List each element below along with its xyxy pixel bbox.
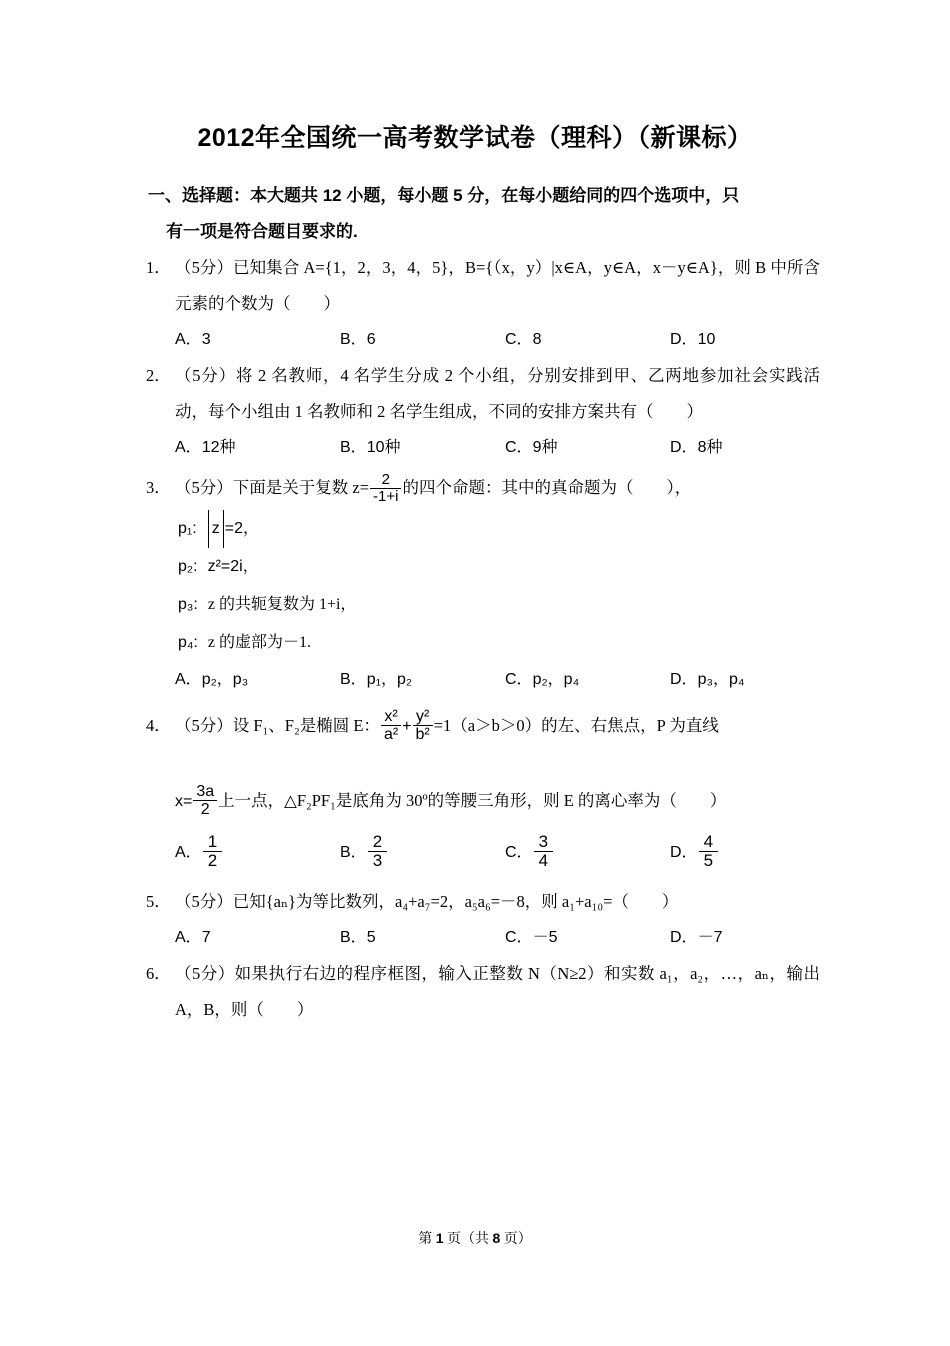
option-a-label: A． [175, 671, 202, 688]
question-6-score: （5分） [175, 964, 235, 983]
option-a-denominator: 2 [207, 851, 218, 871]
option-d[interactable] [670, 828, 835, 878]
question-5 [130, 884, 820, 920]
option-b-label: B． [340, 844, 367, 861]
option-a-unit: 种 [219, 439, 236, 456]
option-a-value: 3 [201, 331, 211, 348]
question-6-number: 6． [146, 964, 171, 983]
option-c-value: 9 [532, 439, 542, 456]
footer-total-pages: 8 [492, 1230, 501, 1246]
question-2-score: （5分） [175, 366, 236, 385]
option-b-label: B． [340, 439, 367, 456]
option-d-label: D． [670, 331, 698, 348]
proposition-p3-body: z 的共轭复数为 1+i， [207, 596, 357, 613]
option-a-label: A． [175, 331, 202, 348]
option-d-unit: 种 [706, 439, 723, 456]
option-c-label: C． [505, 671, 533, 688]
question-5-score: （5分） [175, 892, 233, 911]
option-b-label: B． [340, 671, 367, 688]
option-b-label: B． [340, 929, 367, 946]
option-c[interactable] [505, 322, 670, 358]
proposition-p4-label: p₄: [178, 634, 198, 651]
proposition-p4 [130, 624, 820, 662]
ellipse-term-x [381, 708, 401, 744]
option-a[interactable] [175, 662, 340, 698]
option-d-label: D． [670, 929, 698, 946]
question-4-text [130, 706, 820, 747]
option-b-numerator: 2 [368, 833, 387, 852]
question-4-options [130, 822, 820, 884]
question-4-line2 [130, 781, 820, 822]
question-2-options [130, 430, 820, 466]
option-d-label: D． [670, 439, 698, 456]
question-1-number: 1． [146, 258, 171, 277]
question-2-stem: 将 2 名教师，4 名学生分成 2 个小组，分别安排到甲、乙两地参加社会实践活动，每个小组由 1 名教师和 2 名学生组成，不同的安排方案共有（ ） [175, 366, 821, 421]
option-b-label: B． [340, 331, 367, 348]
option-b[interactable] [340, 322, 505, 358]
question-2 [130, 358, 820, 430]
question-4-line2-body: 上一点，△F₂PF₁是底角为 30º的等腰三角形，则 E 的离心率为（ ） [218, 791, 727, 810]
option-b-value: 6 [366, 331, 376, 348]
option-c[interactable] [505, 430, 670, 466]
question-6 [130, 956, 820, 1028]
option-d[interactable] [670, 920, 835, 956]
option-d-value: －7 [697, 929, 723, 946]
question-6-text [130, 956, 820, 1028]
question-1-score: （5分） [175, 258, 234, 277]
absolute-value-z: z [208, 510, 224, 548]
option-c-denominator: 4 [538, 851, 549, 871]
option-b[interactable] [340, 920, 505, 956]
proposition-p4-body: z 的虚部为－1. [207, 634, 311, 651]
question-2-number: 2． [146, 366, 171, 385]
question-4-line2-text [130, 781, 820, 822]
option-d[interactable] [670, 430, 835, 466]
ellipse-y-numerator: y² [413, 708, 433, 726]
option-c-fraction [534, 833, 553, 871]
option-c-label: C． [505, 929, 533, 946]
proposition-p2 [130, 548, 820, 586]
exam-body [130, 178, 820, 1028]
proposition-p3-label: p₃: [178, 596, 198, 613]
question-4-lead: 设 F₁、F₂是椭圆 E： [232, 716, 380, 735]
option-d[interactable] [670, 662, 835, 698]
question-3 [130, 466, 820, 510]
question-6-stem: 如果执行右边的程序框图，输入正整数 N（N≥2）和实数 a₁，a₂，…，aₙ，输出 A，B，则（ ） [175, 964, 820, 1019]
option-c-label: C． [505, 439, 533, 456]
option-d[interactable] [670, 322, 835, 358]
option-d-numerator: 4 [699, 833, 718, 852]
option-a-fraction [203, 833, 222, 871]
option-d-value: 10 [697, 331, 716, 348]
question-3-options [130, 662, 820, 698]
option-a-value: 12 [201, 439, 220, 456]
question-1-options [130, 322, 820, 358]
question-3-lead: 下面是关于复数 z= [232, 478, 370, 497]
question-4-tail: =1（a＞b＞0）的左、右焦点，P 为直线 [433, 716, 719, 735]
question-3-tail: 的四个命题：其中的真命题为（ ）， [402, 478, 692, 497]
ellipse-x-denominator: a² [383, 726, 399, 744]
option-d-value: p₃，p₄ [697, 671, 745, 688]
option-b[interactable] [340, 430, 505, 466]
question-4-number: 4． [146, 716, 171, 735]
proposition-p2-label: p₂: [178, 558, 198, 575]
ellipse-term-y [413, 708, 433, 744]
proposition-p1-body: =2， [224, 520, 259, 537]
option-c[interactable] [505, 828, 670, 878]
question-5-text [130, 884, 820, 920]
option-a-value: 7 [201, 929, 211, 946]
footer-prefix: 第 [418, 1232, 436, 1247]
line-fraction-numerator: 3a [193, 783, 217, 801]
footer-middle: 页（共 [443, 1232, 493, 1247]
option-a-label: A． [175, 439, 202, 456]
footer-suffix: 页） [500, 1232, 532, 1247]
option-a[interactable] [175, 430, 340, 466]
question-4-score: （5分） [175, 716, 233, 735]
option-b[interactable] [340, 828, 505, 878]
option-a-numerator: 1 [203, 833, 222, 852]
complex-fraction [370, 472, 401, 505]
option-d-label: D． [670, 671, 698, 688]
proposition-p1-label: p₁: [178, 520, 197, 537]
option-c-label: C． [505, 844, 533, 861]
question-2-text [130, 358, 820, 430]
line-equation-fraction [193, 783, 217, 819]
question-3-text [130, 466, 820, 510]
proposition-p1 [130, 510, 820, 548]
option-c-value: 8 [532, 331, 542, 348]
option-c[interactable] [505, 920, 670, 956]
option-a[interactable] [175, 828, 340, 878]
option-a-label: A． [175, 929, 202, 946]
option-b-value: p₁，p₂ [366, 671, 413, 688]
page-title: 2012年全国统一高考数学试卷（理科）（新课标） [197, 124, 753, 152]
question-5-number: 5． [146, 892, 171, 911]
question-3-number: 3． [146, 478, 171, 497]
fraction-denominator: -1+i [373, 487, 399, 505]
fraction-numerator: 2 [370, 472, 401, 489]
option-a-value: p₂，p₃ [201, 671, 249, 688]
option-b-fraction [368, 833, 387, 871]
proposition-p3 [130, 586, 820, 624]
option-b-value: 10 [366, 439, 385, 456]
option-c-unit: 种 [541, 439, 558, 456]
section-heading [130, 178, 820, 250]
option-d-denominator: 5 [703, 851, 714, 871]
option-d-label: D． [670, 844, 698, 861]
section-heading-line1: 一、选择题：本大题共 12 小题，每小题 5 分，在每小题给同的四个选项中，只 [148, 186, 740, 205]
ellipse-x-numerator: x² [381, 708, 401, 726]
option-d-fraction [699, 833, 718, 871]
option-a-label: A． [175, 844, 202, 861]
line-fraction-denominator: 2 [200, 801, 210, 819]
question-4 [130, 706, 820, 747]
question-1 [130, 250, 820, 322]
line-equation-prefix: x= [175, 793, 193, 810]
question-5-stem: 已知{aₙ}为等比数列，a₄+a₇=2，a₅a₆=－8，则 a₁+a₁₀=（ ） [232, 892, 679, 911]
option-b-denominator: 3 [372, 851, 383, 871]
question-3-score: （5分） [175, 478, 233, 497]
option-b[interactable] [340, 662, 505, 698]
ellipse-plus-sign: + [402, 718, 412, 735]
question-1-stem: 已知集合 A={1，2，3，4，5}，B={（x，y）|x∈A，y∈A，x－y∈A}，则 B 中所含元素的个数为（ ） [175, 258, 820, 313]
option-a[interactable] [175, 322, 340, 358]
proposition-p2-body: z²=2i， [207, 558, 259, 575]
question-5-options [130, 920, 820, 956]
option-b-value: 5 [366, 929, 376, 946]
option-c[interactable] [505, 662, 670, 698]
footer-page-number: 1 [435, 1230, 444, 1246]
option-a[interactable] [175, 920, 340, 956]
section-heading-line2: 有一项是符合题目要求的. [166, 222, 358, 241]
option-c-value: －5 [532, 929, 558, 946]
option-c-numerator: 3 [534, 833, 553, 852]
option-d-value: 8 [697, 439, 707, 456]
page-footer [0, 1228, 950, 1248]
option-c-value: p₂，p₄ [532, 671, 580, 688]
option-c-label: C． [505, 331, 533, 348]
option-b-unit: 种 [384, 439, 401, 456]
question-1-text [130, 250, 820, 322]
ellipse-y-denominator: b² [415, 726, 430, 744]
